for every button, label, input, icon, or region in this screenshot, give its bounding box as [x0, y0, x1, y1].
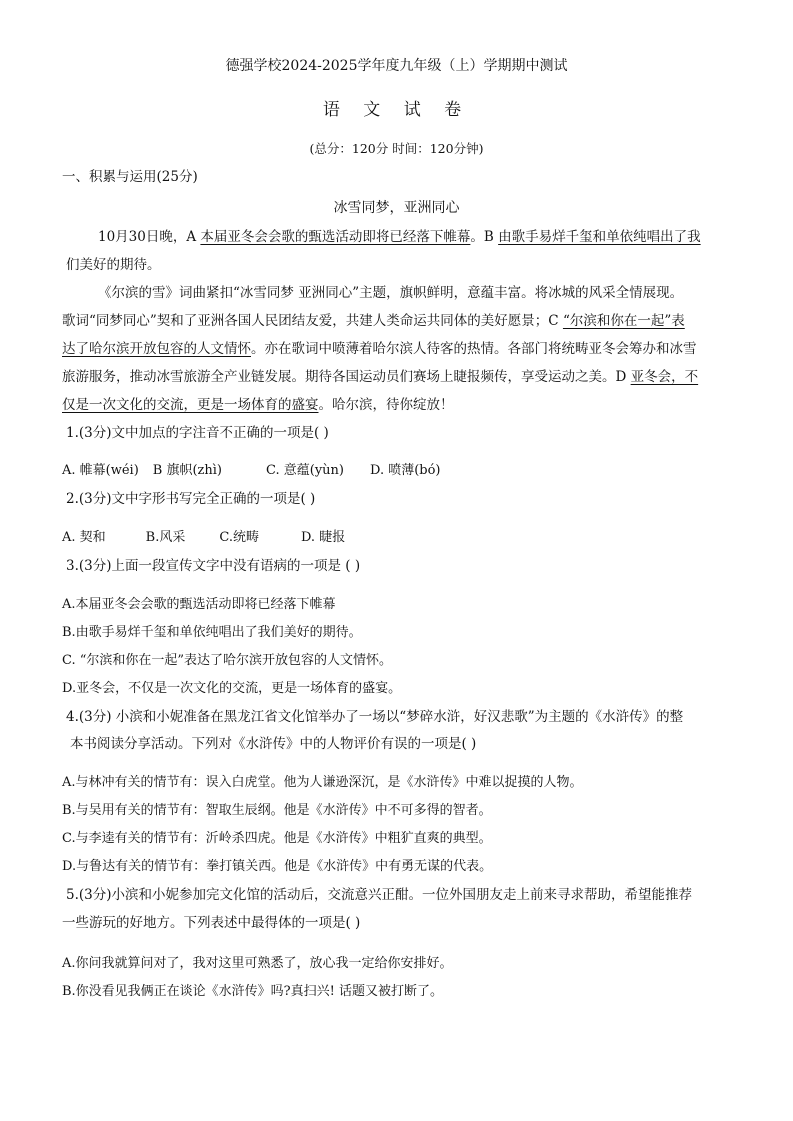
question-5-option-b: B.你没看见我俩正在谈论《水浒传》吗?真扫兴! 话题又被打断了。	[62, 984, 444, 999]
option-b: B.风采	[145, 530, 186, 545]
question-4-stem-line2: 本书阅读分享活动。下列对《水浒传》中的人物评价有误的一项是( )	[70, 736, 477, 752]
sentence-c-cont: 达了哈尔滨开放包容的人文情怀	[62, 341, 251, 357]
question-5-option-a: A.你问我就算问对了，我对这里可熟悉了，放心我一定给你安排好。	[62, 956, 453, 971]
question-3-option-a: A.本届亚冬会会歌的甄选活动即将已经落下帷幕	[62, 597, 336, 612]
sentence-d-cont: 仅是一次文化的交流，更是一场体育的盛宴	[62, 397, 319, 413]
section-heading: 一、积累与运用(25分)	[62, 169, 198, 185]
question-5-stem-line2: 一些游玩的好地方。下列表述中最得体的一项是( )	[62, 915, 361, 931]
question-1-options	[62, 462, 441, 480]
passage-para1-line2: 们美好的期待。	[66, 257, 161, 273]
question-3-stem: 3.(3分)上面一段宣传文字中没有语病的一项是 ( )	[66, 558, 361, 574]
option-c: C.统畴	[219, 530, 259, 545]
exam-info: (总分：120分 时间：120分钟)	[309, 141, 484, 156]
passage-para2-line4: 旅游服务，推动冰雪旅游全产业链发展。期待各国运动员们赛场上睫报频传，享受运动之美。D 亚冬会，不	[62, 369, 699, 385]
option-a: A. 帷幕(wéi)	[62, 463, 139, 478]
passage-para1-line1: 10月30日晚，A 本届亚冬会会歌的甄选活动即将已经落下帷幕。B 由歌手易烊千玺和单依纯唱出了我	[98, 229, 701, 245]
sentence-c: “尔滨和你在一起”表	[562, 313, 685, 329]
passage-para2-line5: 仅是一次文化的交流，更是一场体育的盛宴。哈尔滨，待你绽放！	[62, 397, 454, 413]
school-exam-header: 德强学校2024-2025学年度九年级（上）学期期中测试	[225, 58, 568, 74]
option-a: A. 契和	[62, 530, 106, 545]
question-3-option-d: D.亚冬会，不仅是一次文化的交流，更是一场体育的盛宴。	[62, 681, 402, 696]
question-2-stem: 2.(3分)文中字形书写完全正确的一项是( )	[66, 491, 316, 507]
question-3-option-b: B.由歌手易烊千玺和单依纯唱出了我们美好的期待。	[62, 625, 362, 640]
question-4-option-d: D.与鲁达有关的情节有：拳打镇关西。他是《水浒传》中有勇无谋的代表。	[62, 859, 493, 874]
passage-para2-line3: 达了哈尔滨开放包容的人文情怀。亦在歌词中喷薄着哈尔滨人待客的热情。各部门将统畴亚冬会筹办和冰雪	[62, 341, 697, 357]
passage-title: 冰雪同梦，亚洲同心	[333, 200, 460, 216]
passage-para2-line1: 《尔滨的雪》词曲紧扣“冰雪同梦 亚洲同心”主题，旗帜鲜明，意蕴丰富。将冰城的风采全情展现。	[98, 285, 684, 301]
question-4-option-c: C.与李逵有关的情节有：沂岭杀四虎。他是《水浒传》中粗犷直爽的典型。	[62, 831, 492, 846]
option-d: D. 喷薄(bó)	[369, 463, 441, 478]
sentence-d: 亚冬会，不	[630, 369, 699, 385]
question-2-options	[62, 529, 345, 547]
question-4-stem-line1: 4.(3分) 小滨和小妮准备在黑龙江省文化馆举办了一场以“梦碎水浒，好汉悲歌”为主题的《水浒传》的整	[66, 709, 684, 725]
question-5-stem-line1: 5.(3分)小滨和小妮参加完文化馆的活动后，交流意兴正酣。一位外国朋友走上前来寻求帮助，希望能推荐	[66, 887, 693, 903]
question-3-option-c: C. “尔滨和你在一起”表达了哈尔滨开放包容的人文情怀。	[62, 653, 393, 668]
option-c: C. 意蕴(yùn)	[266, 463, 344, 478]
question-4-option-b: B.与吴用有关的情节有：智取生辰纲。他是《水浒传》中不可多得的智者。	[62, 803, 492, 818]
sentence-a: 本届亚冬会会歌的甄选活动即将已经落下帷幕	[200, 229, 471, 245]
option-b: B 旗帜(zhì)	[152, 463, 222, 478]
option-d: D. 睫报	[300, 530, 346, 545]
sentence-b: 由歌手易烊千玺和单依纯唱出了我	[498, 229, 701, 245]
passage-para2-line2: 歌词“同梦同心”契和了亚洲各国人民团结友爱，共建人类命运共同体的美好愿景；C “尔滨和你在一起”表	[62, 313, 685, 329]
question-4-option-a: A.与林冲有关的情节有：误入白虎堂。他为人谦逊深沉，是《水浒传》中难以捉摸的人物。	[62, 775, 583, 790]
page-title: 语 文 试 卷	[322, 100, 471, 120]
question-1-stem: 1.(3分)文中加点的字注音不正确的一项是( )	[66, 425, 329, 441]
